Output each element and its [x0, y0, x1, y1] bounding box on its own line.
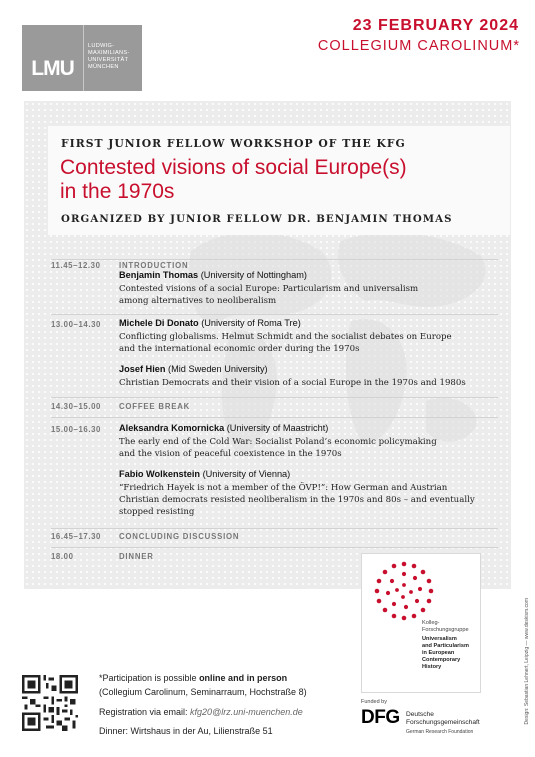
talk-line: and the vision of peaceful coexistence in the 1970s [119, 449, 342, 459]
workshop-organizer: ORGANIZED BY JUNIOR FELLOW DR. BENJAMIN THOMAS [61, 213, 453, 225]
divider [51, 314, 498, 315]
kfg-label [422, 620, 469, 634]
speaker [119, 318, 301, 328]
speaker-name: Michele Di Donato [119, 318, 199, 328]
slot-time: 16.45–17.30 [51, 532, 101, 541]
registration-note [99, 707, 303, 717]
talk-title [119, 436, 437, 460]
kfg-line: Universalism [422, 636, 457, 642]
logo-line: MÜNCHEN [88, 64, 119, 70]
talk-line: Christian democrats resisted neoliberalism in the 1970s and 80s – and eventually [119, 495, 475, 505]
talk-title [119, 331, 452, 355]
speaker-affiliation: (University of Maastricht) [226, 423, 329, 433]
talk-line: and the international economic order during the 1970s [119, 344, 360, 354]
kfg-line: Contemporary [422, 657, 461, 663]
logo-line: LUDWIG- [88, 43, 115, 49]
speaker-affiliation: (Mid Sweden University) [168, 364, 268, 374]
kfg-dot-circle-icon [368, 558, 440, 624]
talk-line: Christian Democrats and their vision of a social Europe in the 1970s and 1980s [119, 378, 466, 388]
kfg-logo [361, 553, 481, 693]
dfg-name-line: Forschungsgemeinschaft [406, 719, 480, 726]
title-line: Contested visions of social Europe(s) [60, 156, 407, 179]
lmu-logo-mark: LMU [22, 25, 84, 91]
slot-time: 13.00–14.30 [51, 320, 101, 329]
speaker-name: Fabio Wolkenstein [119, 469, 200, 479]
world-map-graphic [171, 211, 501, 511]
slot-label: CONCLUDING DISCUSSION [119, 532, 240, 541]
logo-line: UNIVERSITÄT [88, 57, 129, 63]
slot-label: INTRODUCTION [119, 261, 189, 270]
participation-text: *Participation is possible [99, 673, 200, 683]
speaker [119, 270, 307, 280]
title-line: in the 1970s [60, 180, 175, 203]
talk-title [119, 482, 475, 518]
dfg-name-line: Deutsche [406, 711, 434, 718]
speaker [119, 469, 290, 479]
lmu-logo-name [84, 25, 130, 91]
registration-text: Registration via email: [99, 707, 191, 717]
divider [51, 259, 498, 260]
kfg-line: Kolleg- [422, 620, 440, 626]
slot-time: 15.00–16.30 [51, 425, 101, 434]
workshop-title [60, 156, 500, 204]
slot-time: 18.00 [51, 552, 74, 561]
speaker-name: Josef Hien [119, 364, 166, 374]
talk-line: among alternatives to neoliberalism [119, 296, 277, 306]
funded-by-label: Funded by [361, 699, 387, 705]
talk-title [119, 377, 466, 389]
speaker [119, 423, 328, 433]
registration-email-link[interactable]: kfg20@lrz.uni-muenchen.de [190, 707, 303, 717]
speaker-affiliation: (University of Roma Tre) [201, 318, 301, 328]
speaker [119, 364, 268, 374]
participation-mode: online and in person [199, 673, 288, 683]
slot-time: 11.45–12.30 [51, 261, 101, 270]
kfg-line: in European [422, 650, 455, 656]
design-credit: Design: Sebastian Lehnert, Leipzig — www.deskism.com [524, 598, 530, 725]
dfg-name [406, 711, 480, 727]
participation-note [99, 673, 287, 683]
logo-line: MAXIMILIANS- [88, 50, 130, 56]
slot-label: COFFEE BREAK [119, 402, 191, 411]
divider [51, 528, 498, 529]
kfg-title [422, 636, 480, 671]
divider [51, 397, 498, 398]
kfg-line: Forschungsgruppe [422, 627, 469, 633]
slot-label: DINNER [119, 552, 154, 561]
talk-line: Conflicting globalisms. Helmut Schmidt and the socialist debates on Europe [119, 332, 452, 342]
talk-line: “Friedrich Hayek is not a member of the ÖVP!”: How German and Austrian [119, 483, 448, 493]
event-date: 23 FEBRUARY 2024 [352, 17, 519, 34]
dfg-logo: DFG [361, 707, 400, 728]
event-venue: COLLEGIUM CAROLINUM* [317, 38, 520, 54]
location-note: (Collegium Carolinum, Seminarraum, Hochstraße 8) [99, 687, 307, 697]
speaker-name: Benjamin Thomas [119, 270, 199, 280]
talk-line: The early end of the Cold War: Socialist Poland’s economic policymaking [119, 437, 437, 447]
speaker-affiliation: (University of Nottingham) [200, 270, 307, 280]
talk-title [119, 283, 418, 307]
talk-line: Contested visions of a social Europe: Particularism and universalism [119, 284, 419, 294]
divider [51, 547, 498, 548]
talk-line: stopped resisting [119, 507, 195, 517]
divider [51, 417, 498, 418]
dfg-english-name: German Research Foundation [406, 729, 474, 735]
slot-time: 14.30–15.00 [51, 402, 101, 411]
lmu-logo [22, 25, 142, 91]
speaker-name: Aleksandra Komornicka [119, 423, 225, 433]
dinner-note: Dinner: Wirtshaus in der Au, Lilienstraße 51 [99, 726, 273, 736]
kfg-line: History [422, 664, 442, 670]
speaker-affiliation: (University of Vienna) [202, 469, 291, 479]
kfg-line: and Particularism [422, 643, 469, 649]
qr-code[interactable] [22, 675, 78, 731]
workshop-kicker: FIRST JUNIOR FELLOW WORKSHOP OF THE KFG [61, 137, 406, 150]
